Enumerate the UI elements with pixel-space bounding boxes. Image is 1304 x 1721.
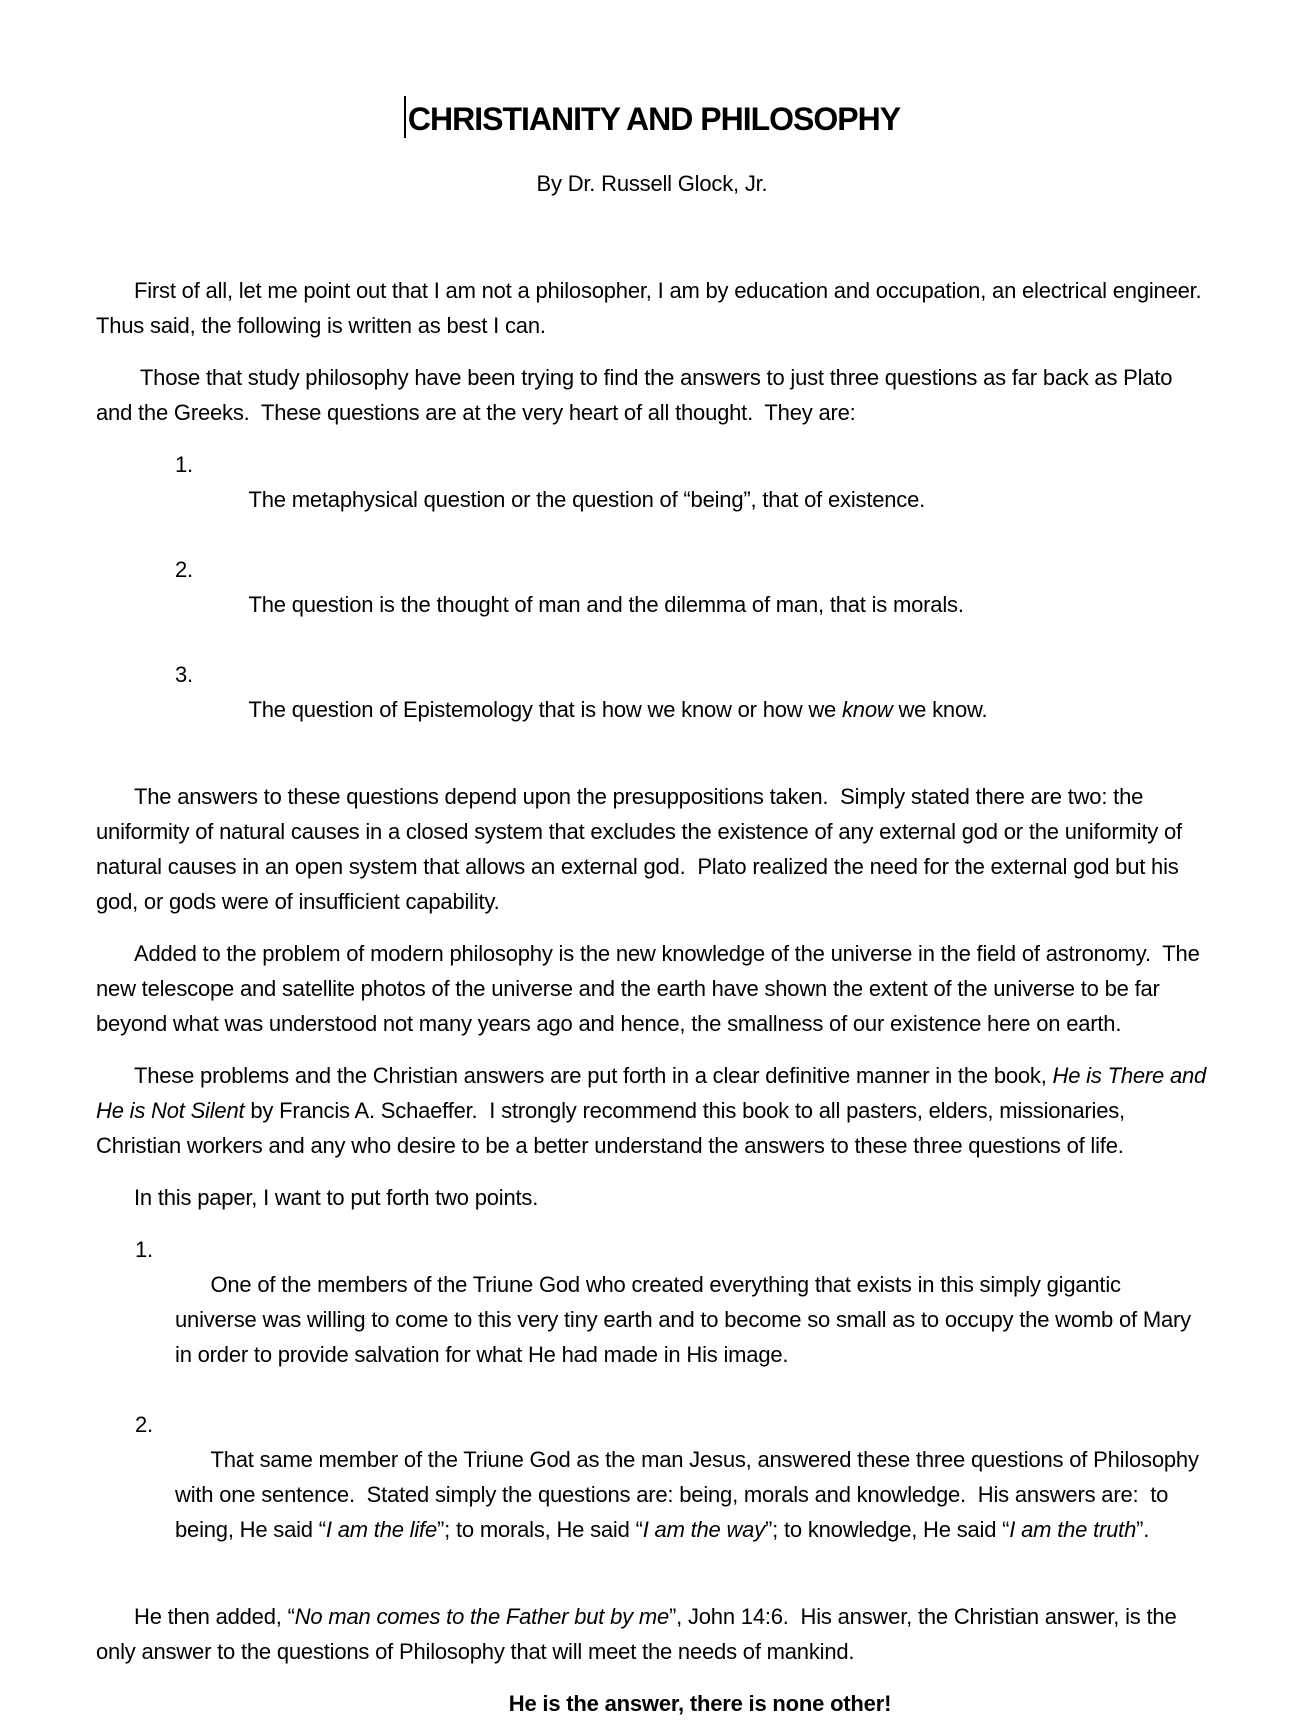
list-item-metaphysical-question xyxy=(96,447,1208,552)
paragraph-three-questions-intro: Those that study philosophy have been trying to find the answers to just three questions as far back as Plato and the Greeks. These questions are at the very heart of all thought. They are: xyxy=(96,365,1179,425)
byline: By Dr. Russell Glock, Jr. xyxy=(536,171,768,196)
paragraph-two-points-intro: In this paper, I want to put forth two points. xyxy=(134,1185,539,1210)
list-number: 2. xyxy=(175,557,193,582)
numbered-list-two-points xyxy=(96,1232,1208,1582)
list-item-text: The metaphysical question or the question of “being”, that of existence. xyxy=(248,487,926,512)
list-item-text: The question of Epistemology that is how we know or how we know we know. xyxy=(248,697,988,722)
text-cursor-caret xyxy=(404,96,406,138)
paragraph-john-14-6: He then added, “No man comes to the Father but by me”, John 14:6. His answer, the Christian answer, is the only answer to the questions of Philosophy that will meet the needs of mankind. xyxy=(96,1604,1183,1664)
paragraph-presuppositions: The answers to these questions depend upon the presuppositions taken. Simply stated there are two: the uniformity of natural causes in a closed system that excludes the existence of any external god or the uniformity of natural causes in an open system that allows an external god. Plato realized the need for the external god but his god, or gods were of insufficient capability. xyxy=(96,784,1188,914)
paragraph-schaeffer-book: These problems and the Christian answers are put forth in a clear definitive manner in the book, He is There and He is Not Silent by Francis A. Schaeffer. I strongly recommend this book to all pasters, elders, missionaries, Christian workers and any who desire to be a better understand the answers to these three questions of life. xyxy=(96,1063,1212,1158)
closing-statement: He is the answer, there is none other! xyxy=(508,1691,892,1716)
list-item-text: The question is the thought of man and the dilemma of man, that is morals. xyxy=(248,592,964,617)
list-item-epistemology-question xyxy=(96,657,1208,762)
document-title-text: CHRISTIANITY AND PHILOSOPHY xyxy=(407,101,901,137)
list-item-text: One of the members of the Triune God who created everything that exists in this simply gigantic universe was willing to come to this very tiny earth and to become so small as to occupy the womb of Mary in order to provide salvation for what He had made in His image. xyxy=(175,1272,1197,1367)
paragraph-astronomy: Added to the problem of modern philosophy is the new knowledge of the universe in the field of astronomy. The new telescope and satellite photos of the universe and the earth have shown the extent of the universe to be far beyond what was understood not many years ago and hence, the smallness of our existence here on earth. xyxy=(96,941,1206,1036)
list-number: 1. xyxy=(135,1237,153,1262)
list-number: 2. xyxy=(135,1412,153,1437)
list-number: 3. xyxy=(175,662,193,687)
list-number: 1. xyxy=(175,452,193,477)
list-item-morals-question xyxy=(96,552,1208,657)
paragraph-introduction: First of all, let me point out that I am not a philosopher, I am by education and occupation, an electrical engineer. Thus said, the following is written as best I can. xyxy=(96,278,1213,338)
document-title xyxy=(96,96,1208,141)
numbered-list-three-questions xyxy=(96,447,1208,762)
list-item-text: That same member of the Triune God as the man Jesus, answered these three questions of Philosophy with one sentence. Stated simply the questions are: being, morals and knowledge. His answers are: to being, He said “I am the life”; to morals, He said “I am the way”; to knowledge, He said “I am the truth”. xyxy=(175,1447,1205,1542)
list-item-point-jesus-answers xyxy=(96,1407,1208,1582)
list-item-point-incarnation xyxy=(96,1232,1208,1407)
